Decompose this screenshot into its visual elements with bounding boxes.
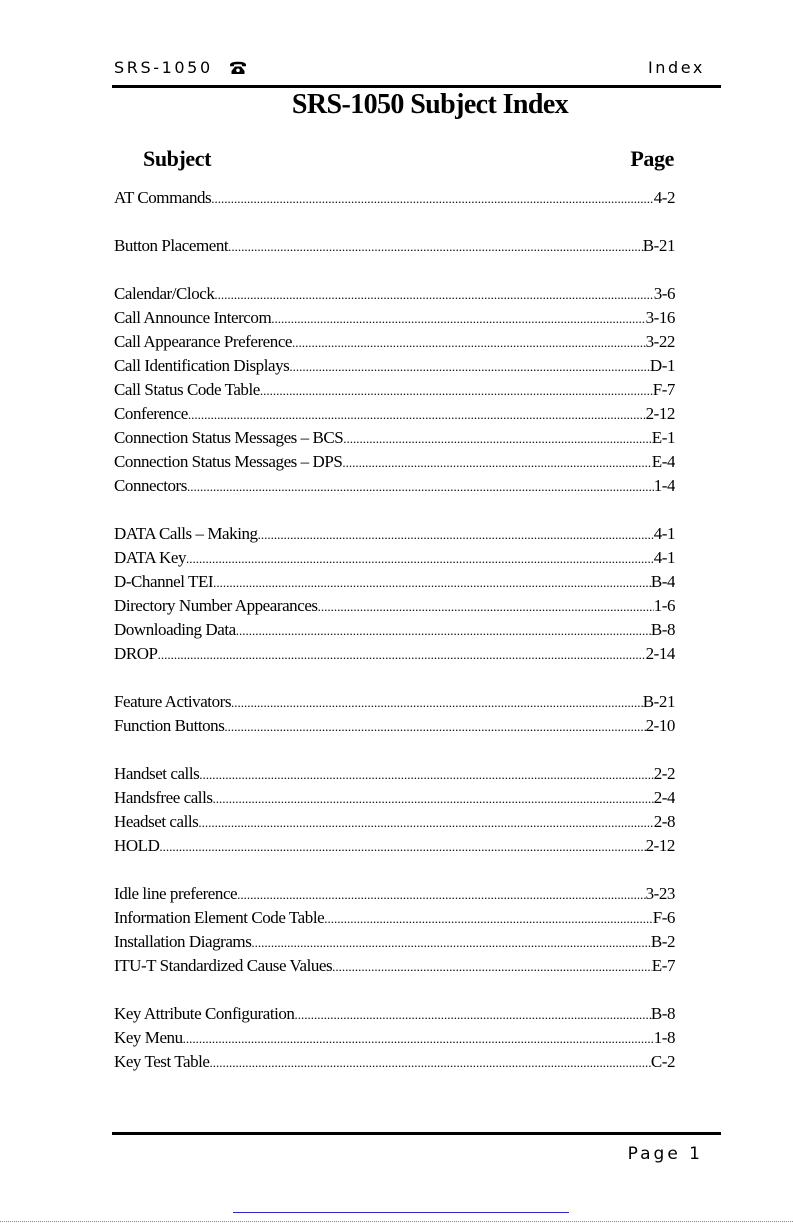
dot-leader bbox=[224, 715, 645, 738]
entry-subject: Feature Activators bbox=[114, 692, 232, 711]
entry-subject: Handset calls bbox=[114, 764, 200, 783]
entry-page: F-7 bbox=[652, 380, 675, 399]
index-entry bbox=[114, 330, 675, 354]
entry-subject: D-Channel TEI bbox=[114, 572, 214, 591]
header-product-name: SRS-1050 bbox=[114, 58, 213, 77]
dot-leader bbox=[213, 571, 651, 594]
dot-leader bbox=[251, 931, 650, 954]
entry-page: 2-12 bbox=[645, 404, 675, 423]
index-entry bbox=[114, 954, 675, 978]
entry-subject: Function Buttons bbox=[114, 716, 225, 735]
dot-leader bbox=[228, 235, 643, 258]
entry-subject: Headset calls bbox=[114, 812, 199, 831]
dot-leader bbox=[318, 595, 654, 618]
entry-page: 3-16 bbox=[645, 308, 675, 327]
dot-leader bbox=[159, 835, 645, 858]
entry-page: 3-6 bbox=[653, 284, 675, 303]
index-entry bbox=[114, 426, 675, 450]
entry-page: B-4 bbox=[650, 572, 675, 591]
index-entry bbox=[114, 714, 675, 738]
group-spacer bbox=[114, 210, 675, 234]
group-spacer bbox=[114, 258, 675, 282]
entry-subject: Conference bbox=[114, 404, 188, 423]
dot-leader bbox=[210, 1051, 651, 1074]
entry-subject: Key Attribute Configuration bbox=[114, 1004, 295, 1023]
page-bottom-border bbox=[0, 1221, 793, 1222]
entry-page: 2-4 bbox=[653, 788, 675, 807]
entry-subject: Button Placement bbox=[114, 236, 229, 255]
entry-subject: DATA Calls – Making bbox=[114, 524, 258, 543]
dot-leader bbox=[324, 907, 653, 930]
entry-page: 2-8 bbox=[653, 812, 675, 831]
entry-subject: Key Test Table bbox=[114, 1052, 210, 1071]
index-entry bbox=[114, 402, 675, 426]
index-entry bbox=[114, 474, 675, 498]
dot-leader bbox=[158, 643, 646, 666]
index-entry bbox=[114, 618, 675, 642]
index-entry bbox=[114, 546, 675, 570]
dot-leader bbox=[211, 187, 653, 210]
entry-page: B-21 bbox=[642, 692, 675, 711]
subject-index-list bbox=[114, 186, 675, 1074]
header-left bbox=[114, 58, 247, 77]
entry-page: 4-1 bbox=[653, 524, 675, 543]
index-entry bbox=[114, 282, 675, 306]
entry-page: B-8 bbox=[650, 1004, 675, 1023]
entry-page: 1-8 bbox=[653, 1028, 675, 1047]
entry-subject: Connection Status Messages – DPS bbox=[114, 452, 343, 471]
header-section-name: Index bbox=[647, 58, 705, 77]
index-entry bbox=[114, 810, 675, 834]
dot-leader bbox=[289, 355, 650, 378]
entry-subject: Calendar/Clock bbox=[114, 284, 215, 303]
running-header bbox=[114, 58, 705, 80]
footer-rule bbox=[112, 1132, 721, 1135]
dot-leader bbox=[186, 547, 654, 570]
entry-subject: Call Identification Displays bbox=[114, 356, 290, 375]
index-entry bbox=[114, 450, 675, 474]
entry-page: 3-23 bbox=[645, 884, 675, 903]
entry-page: C-2 bbox=[650, 1052, 675, 1071]
index-entry bbox=[114, 1002, 675, 1026]
entry-subject: HOLD bbox=[114, 836, 160, 855]
entry-subject: Call Appearance Preference bbox=[114, 332, 293, 351]
dot-leader bbox=[236, 619, 651, 642]
telephone-icon bbox=[229, 61, 247, 75]
index-entry bbox=[114, 762, 675, 786]
entry-page: E-1 bbox=[651, 428, 675, 447]
dot-leader bbox=[237, 883, 645, 906]
entry-page: 2-12 bbox=[645, 836, 675, 855]
index-entry bbox=[114, 906, 675, 930]
header-rule bbox=[112, 85, 721, 88]
subject-column-heading: Subject bbox=[143, 146, 212, 171]
entry-page: F-6 bbox=[652, 908, 675, 927]
page-title: SRS-1050 Subject Index bbox=[291, 89, 569, 120]
entry-subject: Installation Diagrams bbox=[114, 932, 252, 951]
entry-subject: DROP bbox=[114, 644, 158, 663]
group-spacer bbox=[114, 666, 675, 690]
entry-subject: DATA Key bbox=[114, 548, 187, 567]
dot-leader bbox=[213, 787, 654, 810]
index-entry bbox=[114, 882, 675, 906]
index-entry bbox=[114, 834, 675, 858]
dot-leader bbox=[332, 955, 652, 978]
entry-subject: Connectors bbox=[114, 476, 187, 495]
index-entry bbox=[114, 186, 675, 210]
page-number: Page 1 bbox=[627, 1144, 703, 1164]
dot-leader bbox=[295, 1003, 651, 1026]
index-entry bbox=[114, 690, 675, 714]
index-entry bbox=[114, 594, 675, 618]
dot-leader bbox=[198, 811, 653, 834]
entry-page: 1-4 bbox=[653, 476, 675, 495]
dot-leader bbox=[231, 691, 643, 714]
entry-subject: Handsfree calls bbox=[114, 788, 213, 807]
entry-subject: AT Commands bbox=[114, 188, 212, 207]
entry-page: D-1 bbox=[649, 356, 675, 375]
dot-leader bbox=[199, 763, 653, 786]
entry-subject: Idle line preference bbox=[114, 884, 238, 903]
entry-page: 2-10 bbox=[645, 716, 675, 735]
index-entry bbox=[114, 1050, 675, 1074]
index-entry bbox=[114, 306, 675, 330]
entry-subject: Directory Number Appearances bbox=[114, 596, 318, 615]
entry-subject: Call Status Code Table bbox=[114, 380, 260, 399]
dot-leader bbox=[260, 379, 653, 402]
entry-page: 2-14 bbox=[645, 644, 675, 663]
dot-leader bbox=[214, 283, 653, 306]
index-entry bbox=[114, 786, 675, 810]
entry-page: 1-6 bbox=[653, 596, 675, 615]
dot-leader bbox=[187, 475, 654, 498]
entry-page: E-4 bbox=[651, 452, 675, 471]
entry-subject: Connection Status Messages – BCS bbox=[114, 428, 344, 447]
entry-page: B-8 bbox=[650, 620, 675, 639]
dot-leader bbox=[292, 331, 646, 354]
group-spacer bbox=[114, 978, 675, 1002]
entry-page: 3-22 bbox=[645, 332, 675, 351]
group-spacer bbox=[114, 498, 675, 522]
index-entry bbox=[114, 570, 675, 594]
entry-page: B-21 bbox=[642, 236, 675, 255]
group-spacer bbox=[114, 858, 675, 882]
index-entry bbox=[114, 642, 675, 666]
index-entry bbox=[114, 378, 675, 402]
page-column-heading: Page bbox=[630, 146, 674, 171]
dot-leader bbox=[258, 523, 654, 546]
group-spacer bbox=[114, 738, 675, 762]
dot-leader bbox=[183, 1027, 654, 1050]
entry-subject: ITU-T Standardized Cause Values bbox=[114, 956, 333, 975]
entry-subject: Downloading Data bbox=[114, 620, 236, 639]
index-entry bbox=[114, 522, 675, 546]
entry-subject: Key Menu bbox=[114, 1028, 183, 1047]
entry-subject: Information Element Code Table bbox=[114, 908, 325, 927]
entry-page: B-2 bbox=[650, 932, 675, 951]
entry-page: E-7 bbox=[651, 956, 675, 975]
entry-subject: Call Announce Intercom bbox=[114, 308, 272, 327]
index-entry bbox=[114, 930, 675, 954]
index-entry bbox=[114, 234, 675, 258]
source-link-underline[interactable] bbox=[233, 1212, 569, 1213]
dot-leader bbox=[271, 307, 645, 330]
entry-page: 4-2 bbox=[653, 188, 675, 207]
entry-page: 2-2 bbox=[653, 764, 675, 783]
dot-leader bbox=[343, 427, 652, 450]
index-entry bbox=[114, 354, 675, 378]
dot-leader bbox=[188, 403, 646, 426]
entry-page: 4-1 bbox=[653, 548, 675, 567]
index-entry bbox=[114, 1026, 675, 1050]
dot-leader bbox=[342, 451, 651, 474]
